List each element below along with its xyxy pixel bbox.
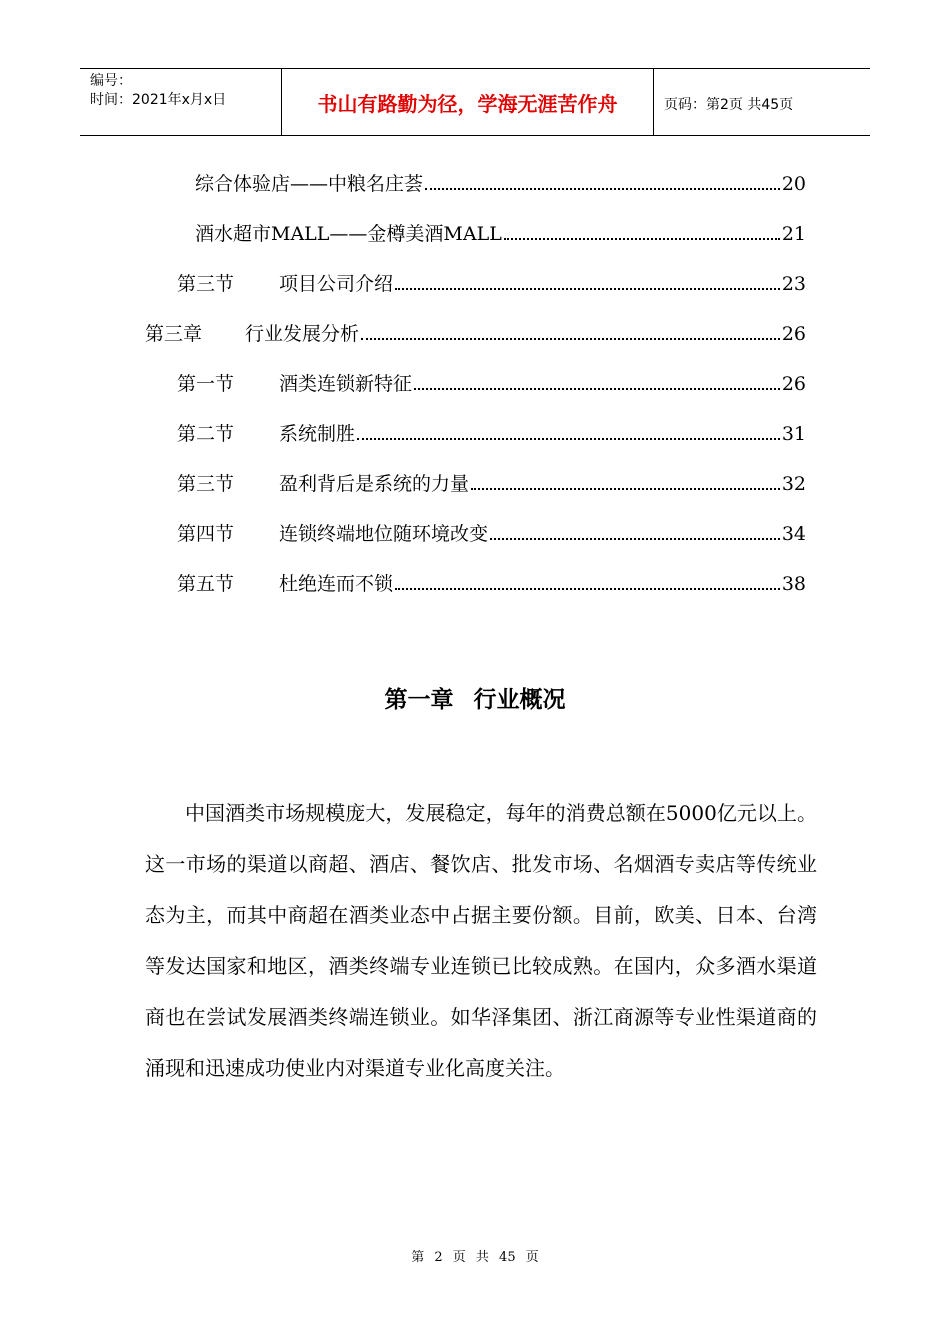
toc-entry-title: 项目公司介绍 [279, 273, 394, 295]
page-footer: 第 2 页 共 45 页 [411, 1250, 539, 1265]
toc-entry-title: 杜绝连而不锁 [279, 573, 394, 595]
toc-entry[interactable] [177, 518, 806, 546]
toc-entry-section: 第四节 [177, 523, 235, 545]
toc-entry-title: 系统制胜 [279, 423, 356, 445]
toc-entry-page: 38 [781, 573, 806, 595]
toc-leader-dots [395, 288, 780, 290]
toc-entry[interactable] [177, 368, 806, 396]
toc-entry[interactable] [177, 268, 806, 296]
toc-entry[interactable] [177, 418, 806, 446]
document-time-label: 时间：2021年x月x日 [90, 92, 227, 108]
document-number-label: 编号： [90, 73, 132, 89]
toc-entry-title: 盈利背后是系统的力量 [279, 473, 470, 495]
toc-leader-dots [361, 338, 780, 340]
toc-leader-dots [414, 388, 780, 390]
toc-entry-page: 20 [781, 173, 806, 195]
toc-entry-section: 第三章 [145, 323, 203, 345]
toc-entry-section: 第三节 [177, 273, 235, 295]
toc-leader-dots [425, 188, 780, 190]
toc-entry-page: 23 [781, 273, 806, 295]
toc-entry-page: 34 [781, 523, 806, 545]
toc-entry-section: 第三节 [177, 473, 235, 495]
toc-leader-dots [490, 538, 780, 540]
header-motto: 书山有路勤为径，学海无涯苦作舟 [317, 92, 618, 116]
header-page-code: 页码：第2页 共45页 [664, 97, 794, 113]
toc-entry[interactable] [195, 168, 806, 196]
toc-entry-title: 综合体验店——中粮名庄荟 [195, 173, 424, 195]
toc-entry-section: 第二节 [177, 423, 235, 445]
toc-entry-section: 第一节 [177, 373, 235, 395]
toc-leader-dots [504, 238, 780, 240]
chapter-title: 第一章 行业概况 [384, 687, 566, 713]
toc-leader-dots [395, 588, 780, 590]
toc-entry-page: 31 [781, 423, 806, 445]
toc-entry-title: 行业发展分析 [245, 323, 360, 345]
toc-entry-title: 酒类连锁新特征 [279, 373, 413, 395]
toc-leader-dots [357, 438, 780, 440]
header-page-cell [654, 69, 870, 135]
document-header [80, 68, 870, 136]
toc-entry[interactable] [145, 318, 806, 346]
toc-leader-dots [471, 488, 780, 490]
toc-entry-title: 酒水超市MALL——金樽美酒MALL [195, 223, 502, 245]
toc-entry[interactable] [177, 468, 806, 496]
toc-entry[interactable] [177, 568, 806, 596]
toc-entry-page: 32 [781, 473, 806, 495]
toc-entry-page: 26 [781, 323, 806, 345]
toc-entry-page: 26 [781, 373, 806, 395]
header-motto-cell [282, 69, 654, 135]
header-meta-cell [80, 69, 282, 135]
toc-entry-page: 21 [781, 223, 806, 245]
toc-entry[interactable] [195, 218, 806, 246]
toc-entry-title: 连锁终端地位随环境改变 [279, 523, 489, 545]
body-paragraph: 中国酒类市场规模庞大，发展稳定，每年的消费总额在5000亿元以上。这一市场的渠道以商超、酒店、餐饮店、批发市场、名烟酒专卖店等传统业态为主，而其中商超在酒类业态中占据主要份额。目前，欧美、日本、台湾等发达国家和地区，酒类终端专业连锁已比较成熟。在国内，众多酒水渠道商也在尝试发展酒类终端连锁业。如华泽集团、浙江商源等专业性渠道商的涌现和迅速成功使业内对渠道专业化高度关注。 [145, 801, 817, 1080]
toc-entry-section: 第五节 [177, 573, 235, 595]
